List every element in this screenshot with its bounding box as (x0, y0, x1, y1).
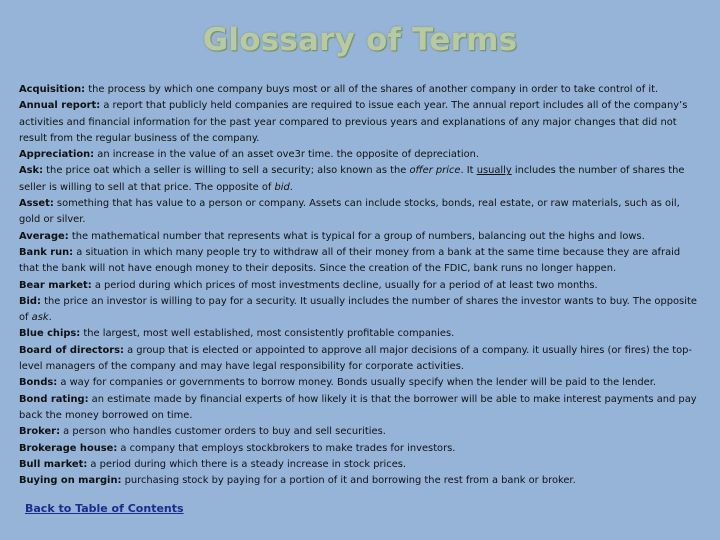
glossary-term: Board of directors : (19, 345, 124, 356)
glossary-term: Ask : (19, 165, 43, 176)
glossary-definition: a period during which prices of most investments decline, usually for a period of at least two months. (91, 279, 598, 291)
glossary-entry-average (19, 229, 703, 245)
glossary-term: Bid : (19, 296, 41, 307)
glossary-entry-acquisition (19, 82, 703, 98)
glossary-definition: something that has value to a person or company. Assets can include stocks, bonds, real estate, or raw materials, such as oil, gold or silver. (19, 198, 680, 226)
glossary-entry-bonds (19, 375, 703, 391)
glossary-definition: a way for companies or governments to borrow money. Bonds usually specify when the lender will be paid to the lender. (57, 377, 656, 389)
page-title: Glossary of Terms (202, 22, 518, 58)
glossary-entry-bank-run (19, 245, 703, 278)
glossary-definition: . (48, 312, 52, 324)
glossary-entry-annual-report (19, 98, 703, 147)
glossary-definition: includes the number of shares the seller is willing to sell at that price. The opposite of (19, 165, 685, 193)
glossary-definition: a company that employs stockbrokers to make trades for investors. (117, 442, 456, 454)
glossary-definition: the mathematical number that represents what is typical for a group of numbers, balancing out the highs and lows. (68, 230, 645, 242)
glossary-definition: a report that publicly held companies are required to issue each year. The annual report includes all of the company’s activities and financial information for the past year compared to previous years and explanations of any major changes that did not result from the regular business of the company. (19, 100, 688, 144)
glossary-entry-bull-market (19, 457, 703, 473)
glossary-entry-bid (19, 294, 703, 327)
glossary-term: Bank run : (19, 247, 73, 258)
glossary-term: Asset : (19, 198, 54, 209)
glossary-definition: . It (460, 165, 477, 177)
glossary-definition: an increase in the value of an asset ove3r time. the opposite of depreciation. (94, 149, 480, 161)
glossary-definition: the process by which one company buys most or all of the shares of another company in order to take control of it. (85, 84, 659, 95)
back-to-contents-link[interactable]: Back to Table of Contents (25, 502, 184, 515)
glossary-definition: the largest, most well established, most consistently profitable companies. (80, 328, 455, 340)
glossary-entry-brokerage-house (19, 441, 703, 457)
glossary-term: Brokerage house : (19, 443, 117, 454)
glossary-term: Blue chips : (19, 328, 80, 339)
glossary-definition-italic: bid (274, 181, 290, 193)
glossary-definition: a period during which there is a steady increase in stock prices. (87, 458, 407, 470)
glossary-term: Appreciation : (19, 149, 94, 160)
glossary-entry-asset (19, 196, 703, 229)
glossary-entry-bond-rating (19, 392, 703, 425)
glossary-definition: the price an investor is willing to pay for a security. It usually includes the number of shares the investor wants to buy. The opposite of (19, 295, 697, 324)
glossary-term: Annual report : (19, 100, 100, 111)
glossary-definition: an estimate made by financial experts of how likely it is that the borrower will be able to make interest payments and pay back the money borrowed on time. (19, 393, 697, 421)
glossary-term: Acquisition : (19, 84, 85, 95)
glossary-definition: . (289, 181, 293, 193)
glossary-definition-underline: usually (476, 165, 512, 177)
glossary-definition: a person who handles customer orders to buy and sell securities. (60, 426, 386, 438)
glossary-list (19, 82, 703, 489)
glossary-entry-broker (19, 424, 703, 440)
glossary-term: Bonds : (19, 377, 57, 388)
glossary-term: Average : (19, 231, 69, 242)
glossary-definition: the price oat which a seller is willing to sell a security; also known as the (43, 165, 410, 177)
glossary-definition: a group that is elected or appointed to approve all major decisions of a company. it usually hires (or fires) the top-level managers of the company and may have legal responsibility for corporate activities. (19, 344, 692, 373)
glossary-entry-appreciation (19, 147, 703, 163)
glossary-entry-bear-market (19, 278, 703, 294)
glossary-entry-ask (19, 163, 703, 196)
glossary-entry-blue-chips (19, 326, 703, 342)
glossary-definition: a situation in which many people try to withdraw all of their money from a bank at the same time because they are afraid that the bank will not have enough money to their deposits. Since the creation of the FDIC, bank runs no longer happen. (19, 246, 681, 275)
glossary-term: Bear market : (19, 280, 92, 291)
glossary-term: Buying on margin : (19, 475, 121, 486)
glossary-entry-buying-on-margin (19, 473, 703, 489)
glossary-term: Broker : (19, 426, 60, 437)
glossary-term: Bull market : (19, 459, 87, 470)
glossary-term: Bond rating : (19, 394, 89, 405)
glossary-definition: purchasing stock by paying for a portion of it and borrowing the rest from a bank or broker. (121, 475, 576, 487)
glossary-definition-italic: offer price (409, 165, 461, 177)
glossary-definition-italic: ask (31, 312, 49, 324)
glossary-entry-board-of-directors (19, 343, 703, 376)
